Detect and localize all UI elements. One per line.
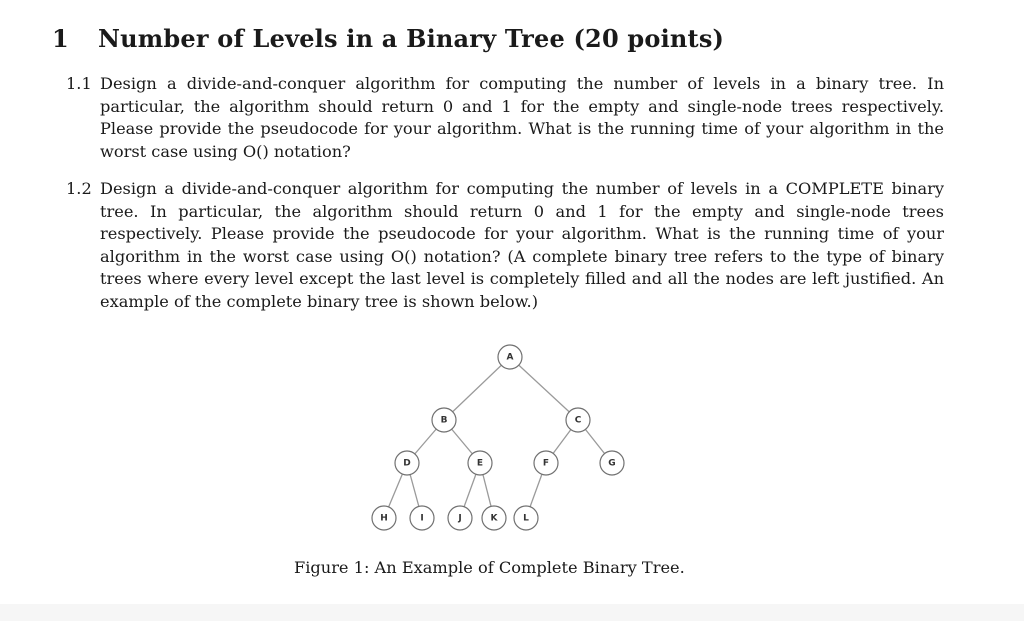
tree-node-f bbox=[534, 451, 558, 475]
page-bottom-band bbox=[0, 604, 1024, 621]
section-number: 1 bbox=[52, 24, 69, 53]
section-title: Number of Levels in a Binary Tree (20 points) bbox=[98, 24, 725, 53]
tree-node-k bbox=[482, 506, 506, 530]
subsection-number: 1.1 bbox=[66, 74, 92, 93]
tree-node-label: K bbox=[490, 513, 498, 524]
tree-node-a bbox=[498, 345, 522, 369]
tree-node-c bbox=[566, 408, 590, 432]
tree-node-label: I bbox=[420, 513, 424, 524]
tree-node-g bbox=[600, 451, 624, 475]
tree-node-label: G bbox=[608, 458, 616, 469]
tree-node-label: A bbox=[506, 352, 514, 363]
subsection-1-2 bbox=[66, 178, 944, 313]
tree-node-label: H bbox=[380, 513, 388, 524]
tree-node-i bbox=[410, 506, 434, 530]
figure-caption: Figure 1: An Example of Complete Binary Tree. bbox=[294, 558, 685, 577]
tree-node-label: F bbox=[542, 458, 550, 469]
tree-node-d bbox=[395, 451, 419, 475]
tree-edge-a-b bbox=[444, 357, 510, 420]
tree-node-l bbox=[514, 506, 538, 530]
tree-node-label: J bbox=[458, 513, 462, 524]
subsection-text: Design a divide-and-conquer algorithm for computing the number of levels in a COMPLETE binary tree. In particular, the algorithm should return 0 and 1 for the empty and single-node trees respectively. Please provide the pseudocode for your algorithm. What is the running time of your algorithm in the worst case using O() notation? (A complete binary tree refers to the type of binary trees where every level except the last level is completely filled and all the nodes are left justified. An example of the complete binary tree is shown below.) bbox=[100, 179, 944, 311]
tree-node-label: C bbox=[574, 415, 582, 426]
binary-tree-figure bbox=[360, 340, 630, 535]
subsection-text: Design a divide-and-conquer algorithm for computing the number of levels in a binary tree. In particular, the algorithm should return 0 and 1 for the empty and single-node trees respectively. Please provide the pseudocode for your algorithm. What is the running time of your algorithm in the worst case using O() notation? bbox=[100, 74, 944, 161]
section-heading bbox=[52, 24, 724, 53]
tree-node-b bbox=[432, 408, 456, 432]
subsection-number: 1.2 bbox=[66, 179, 92, 198]
subsection-1-1 bbox=[66, 73, 944, 163]
tree-node-h bbox=[372, 506, 396, 530]
tree-node-j bbox=[448, 506, 472, 530]
tree-node-label: E bbox=[476, 458, 484, 469]
tree-node-e bbox=[468, 451, 492, 475]
tree-node-label: B bbox=[440, 415, 448, 426]
tree-edge-a-c bbox=[510, 357, 578, 420]
binary-tree-diagram bbox=[360, 340, 630, 535]
tree-node-label: L bbox=[523, 513, 529, 524]
tree-node-label: D bbox=[403, 458, 411, 469]
